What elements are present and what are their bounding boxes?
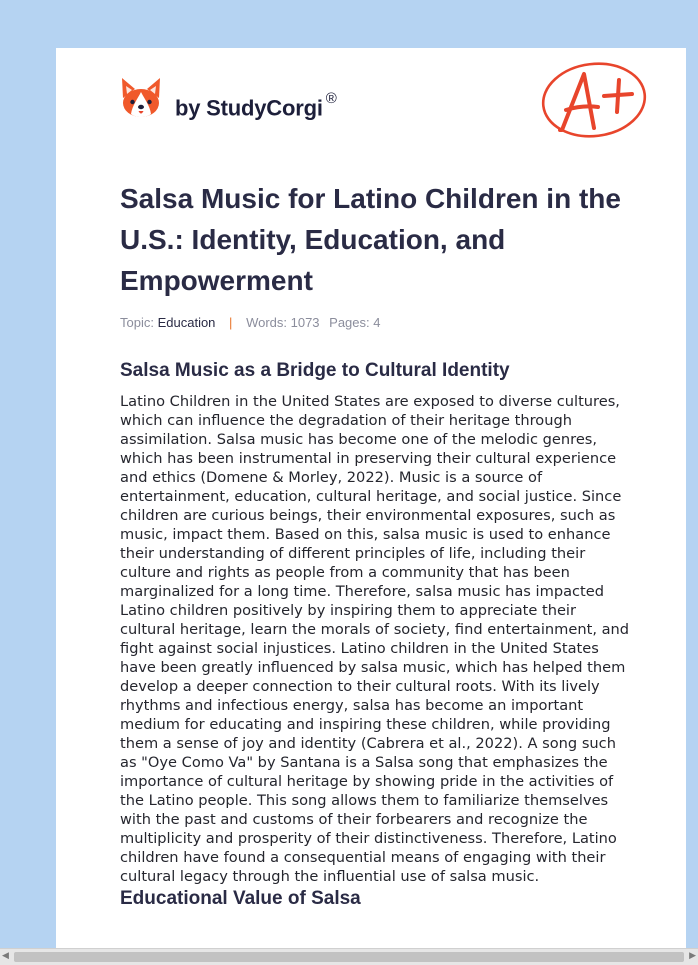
scroll-right-arrow-icon[interactable]: ▶ [689,951,696,961]
grade-badge-icon [538,58,648,142]
topic-link[interactable]: Education [157,315,216,330]
page-count: Pages: 4 [329,315,381,330]
corgi-logo-icon [120,76,162,120]
document-page [56,48,686,948]
section-heading: Educational Value of Salsa [120,888,361,909]
brand-text: by StudyCorgi [175,95,323,121]
word-count: Words: 1073 [246,315,320,330]
article-meta [120,315,632,330]
page-title: Salsa Music for Latino Children in the U.S.: Identity, Education, and Empowerment [120,183,621,296]
brand-name [175,90,337,121]
page-header [56,48,686,168]
registered-mark: ® [325,90,337,107]
meta-separator: | [229,315,233,330]
scrollbar-thumb[interactable] [14,952,684,962]
article [120,178,632,912]
topic-label: Topic: [120,315,154,330]
horizontal-scrollbar[interactable] [0,948,698,965]
section-paragraph: Latino Children in the United States are exposed to diverse cultures, which can influence the degradation of their heritage through assimilation. Salsa music has become one of the melodic genres, which has been instrumental in preserving their cultural experience and ethics (Domene & Morley, 2022). Music is a source of entertainment, education, cultural heritage, and social justice. Since children are curious beings, their environmental exposures, such as music, impact them. Based on this, salsa music is used to enhance their understanding of different principles of life, including their culture and rights as people from a community that has been marginalized for a long time. Therefore, salsa music has impacted Latino children positively by inspiring them to appreciate their cultural heritage, learn the morals of society, find entertainment, and fight against social injustices. Latino children in the United States have been greatly influenced by salsa music, which has helped them develop a deeper connection to their cultural roots. With its lively rhythms and infectious energy, salsa has become an important medium for educating and inspiring these children, while providing them a sense of joy and identity (Cabrera et al., 2022). A song such as "Oye Como Va" by Santana is a Salsa song that emphasizes the importance of cultural heritage by showing pride in the activities of the Latino people. This song allows them to familiarize themselves with the past and customs of their forbearers and recognize the multiplicity and prosperity of their distinctiveness. Therefore, Latino children have found a consequential means of engaging with their cultural legacy through the influential use of salsa music. [120,393,630,885]
section-heading: Salsa Music as a Bridge to Cultural Identity [120,360,510,381]
scroll-left-arrow-icon[interactable]: ◀ [2,951,9,961]
